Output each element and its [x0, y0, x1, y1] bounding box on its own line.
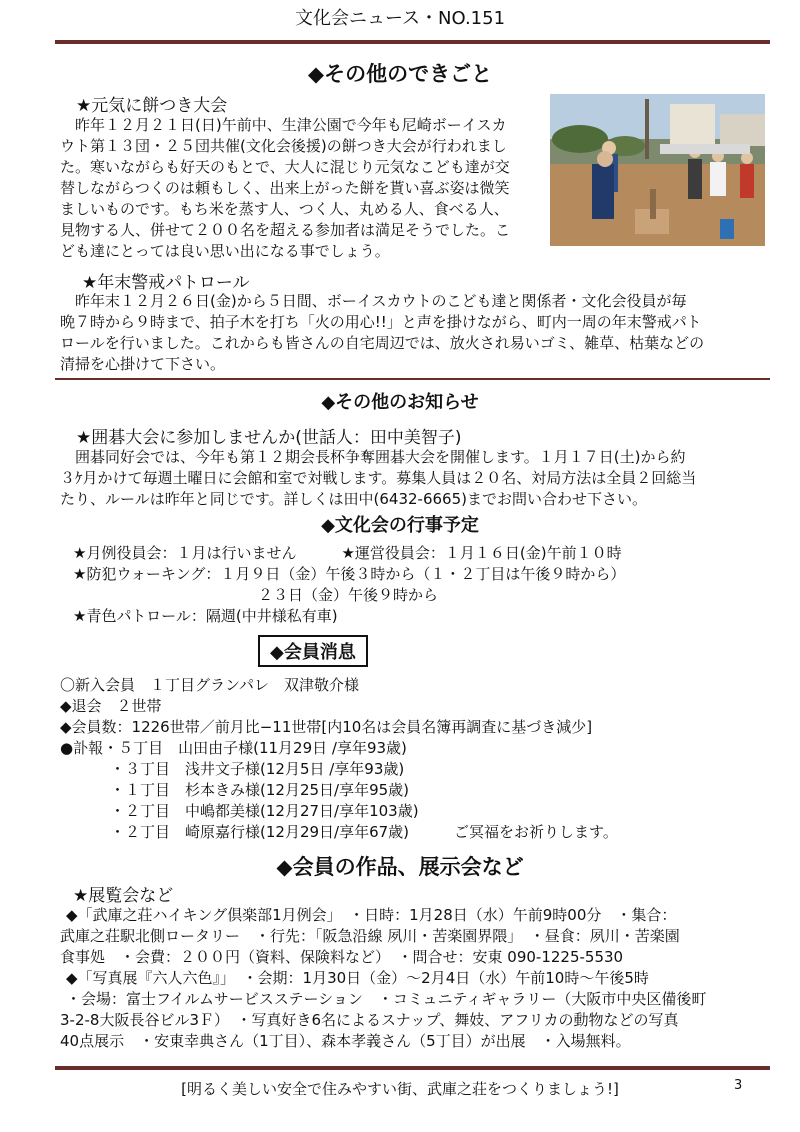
notices-rule [55, 378, 770, 380]
patrol-line: ロールを行いました。これからも皆さんの自宅周辺では、放火され易いゴミ、雑草、枯葉などの [60, 334, 705, 352]
works-line: ・会場：富士フイルムサービスステーション ・コミュニティギャラリー（大阪市中央区備後町 [66, 990, 707, 1008]
schedule-item: ★青色パトロール：隔週(中井様私有車) [73, 607, 338, 625]
members-item: ・３丁目 浅井文子様(12月5日 /享年93歳) [110, 760, 405, 778]
works-line: 武庫之荘駅北側ロータリー ・行先：「阪急沿線 夙川・苦楽園界隈」 ・昼食：夙川・苦楽園 [60, 927, 680, 945]
footer-rule [55, 1066, 770, 1070]
go-line: 囲碁同好会では、今年も第１２期会長杯争奪囲碁大会を開催します。１月１７日(土)から約 [75, 448, 686, 466]
members-heading: ◆会員消息 [258, 635, 368, 667]
members-item: ◆退会 ２世帯 [60, 697, 162, 715]
go-line: ３ｹ月かけて毎週土曜日に会館和室で対戦します。募集人員は２０名、対局方法は全員２回総当 [60, 469, 697, 487]
members-item: ・１丁目 杉本きみ様(12月25日/享年95歳) [110, 781, 410, 799]
mochi-line: ましいものです。もち米を蒸す人、つく人、丸める人、食べる人、 [60, 200, 509, 218]
patrol-line: 晩７時から９時まで、拍子木を打ち「火の用心!!」と声を掛けながら、町内一周の年末警戒パト [60, 313, 702, 331]
schedule-item: ★月例役員会：１月は行いません ★運営役員会：１月１６日(金)午前１０時 [73, 544, 622, 562]
footer-slogan: [明るく美しい安全で住みやすい街、武庫之荘をつくりましょう!] [181, 1080, 619, 1098]
schedule-list [73, 543, 763, 627]
mochi-article [60, 115, 545, 262]
works-line: 40点展示 ・安東幸典さん（1丁目）、森本孝義さん（5丁目）が出展 ・入場無料。 [60, 1032, 631, 1050]
mochi-line: た。寒いながらも好天のもとで、大人に混じり元気なこども達が交 [60, 158, 510, 176]
events-heading: ◆その他のできごと [307, 62, 493, 86]
patrol-line: 昨年末１２月２６日(金)から５日間、ボーイスカウトのこども達と関係者・文化会役員が毎 [75, 292, 687, 310]
newsletter-title: 文化会ニュース・NO.151 [294, 8, 506, 29]
patrol-line: 清掃を心掛けて下さい。 [60, 355, 226, 373]
header-rule [55, 40, 770, 44]
schedule-item: ★防犯ウォーキング：１月９日（金）午後３時から（１・２丁目は午後９時から） [73, 565, 626, 583]
works-list [60, 905, 760, 1052]
works-line: ◆「武庫之荘ハイキング倶楽部1月例会」 ・日時：1月28日（水）午前9時00分 ・集合： [66, 906, 677, 924]
patrol-article [60, 291, 760, 375]
mochi-title: ★元気に餅つき大会 [76, 96, 228, 116]
go-line: たり、ルールは昨年と同じです。詳しくは田中(6432-6665)までお問い合わせ下さい。 [60, 490, 647, 508]
works-line: 3-2-8大阪長谷ビル3Ｆ） ・写真好き6名によるスナップ、舞妓、アフリカの動物などの写真 [60, 1011, 679, 1029]
schedule-heading: ◆文化会の行事予定 [321, 515, 479, 536]
page-number: 3 [734, 1078, 743, 1093]
works-line: ◆「写真展『六人六色』」 ・会期：1月30日（金）〜2月4日（水）午前10時〜午後5時 [66, 969, 649, 987]
members-list [60, 675, 760, 843]
patrol-title: ★年末警戒パトロール [82, 273, 250, 293]
go-title: ★囲碁大会に参加しませんか(世話人：田中美智子) [76, 428, 462, 448]
members-item: ・２丁目 崎原嘉行様(12月29日/享年67歳) ご冥福をお祈りします。 [110, 823, 618, 841]
members-item: 〇新入会員 １丁目グランパレ 双津敬介様 [60, 676, 359, 694]
members-item: ◆会員数：1226世帯／前月比−11世帯[内10名は会員名簿再調査に基づき減少] [60, 718, 593, 736]
mochi-line: ども達にとっては良い思い出になる事でしょう。 [60, 242, 390, 260]
mochi-line: 昨年１２月２１日(日)午前中、生津公園で今年も尼崎ボーイスカ [75, 116, 507, 134]
works-line: 食事処 ・会費：２００円（資料、保険料など） ・問合せ：安東 090-1225-5530 [60, 948, 624, 966]
works-subtitle: ★展覧会など [73, 886, 174, 906]
schedule-item: ２３日（金）午後９時から [258, 586, 439, 604]
mochi-line: 替しながらつくのは頼もしく、出来上がった餅を貰い喜ぶ姿は微笑 [60, 179, 510, 197]
go-article [60, 447, 760, 510]
mochi-line: 見物する人、併せて２００名を超える参加者は満足そうでした。こ [60, 221, 511, 239]
mochi-event-photo [550, 94, 765, 246]
members-item: ・２丁目 中嶋都美様(12月27日/享年103歳) [110, 802, 419, 820]
works-heading: ◆会員の作品、展示会など [276, 855, 524, 879]
members-item: ●訃報・５丁目 山田由子様(11月29日 /享年93歳) [60, 739, 407, 757]
notices-heading: ◆その他のお知らせ [321, 392, 479, 413]
mochi-line: ウト第１３団・２５団共催(文化会後援)の餅つき大会が行われまし [60, 137, 507, 155]
